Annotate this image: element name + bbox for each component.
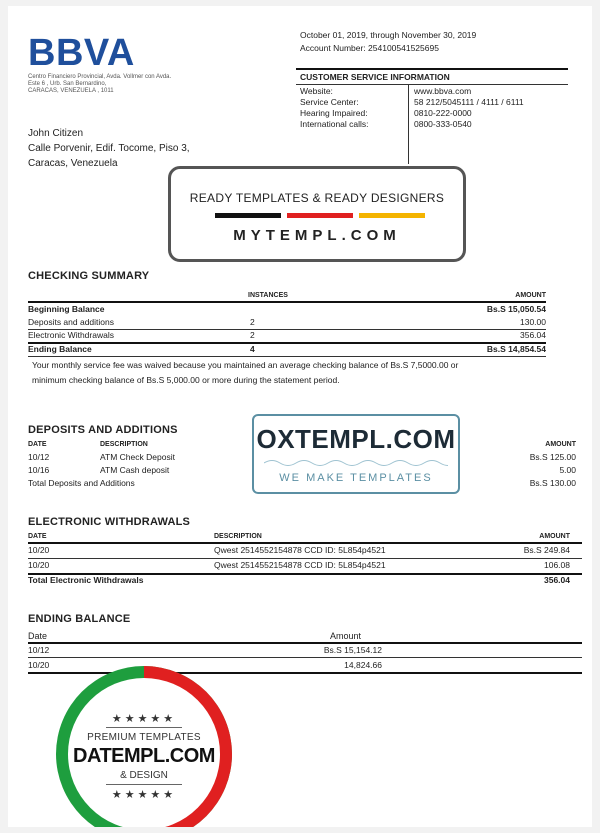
withdrawals-row-amount: Bs.S 249.84 bbox=[523, 545, 570, 555]
bank-logo: BBVA bbox=[28, 32, 135, 74]
checking-note-line: Your monthly service fee was waived because you maintained an average checking balance of Bs.S 7,5000.00 or bbox=[32, 360, 459, 370]
withdrawals-row-desc: Qwest 2514552154878 CCD ID: 5L854p4521 bbox=[214, 560, 386, 570]
withdrawals-row-date: 10/20 bbox=[28, 560, 50, 570]
checking-row-label: Beginning Balance bbox=[28, 304, 105, 314]
ending-col-date: Date bbox=[28, 631, 48, 641]
customer-block bbox=[28, 126, 190, 171]
statement-period: October 01, 2019, through November 30, 2019 bbox=[300, 30, 477, 40]
ending-col-amount: Amount bbox=[330, 631, 362, 641]
checking-total-rule bbox=[28, 342, 546, 344]
customer-address-line: Caracas, Venezuela bbox=[28, 158, 118, 169]
cs-label: Service Center: bbox=[300, 97, 359, 107]
checking-header-rule bbox=[28, 301, 546, 303]
stamp-divider-bottom bbox=[106, 784, 182, 785]
cs-hearing-impaired: 0810-222-0000 bbox=[414, 108, 472, 118]
cs-title-rule bbox=[296, 84, 568, 85]
watermark-mytempl bbox=[168, 166, 466, 262]
watermark-mytempl-title: READY TEMPLATES & READY DESIGNERS bbox=[189, 191, 445, 205]
bank-address-line: Centro Financiero Provincial, Avda. Vollmer con Avda. bbox=[28, 74, 172, 80]
withdrawals-col-amount: AMOUNT bbox=[539, 533, 570, 540]
deposits-col-desc: DESCRIPTION bbox=[100, 441, 148, 448]
cs-label: Website: bbox=[300, 86, 333, 96]
watermark-wave-icon bbox=[264, 458, 448, 468]
deposits-col-date: DATE bbox=[28, 441, 47, 448]
withdrawals-row-amount: 106.08 bbox=[544, 560, 570, 570]
stamp-divider-top bbox=[106, 727, 182, 728]
deposits-col-amount: AMOUNT bbox=[545, 441, 576, 448]
checking-row-instances: 4 bbox=[250, 344, 255, 354]
deposits-row-amount: 5.00 bbox=[559, 465, 576, 475]
cs-website[interactable]: www.bbva.com bbox=[414, 86, 472, 96]
statement-page bbox=[8, 6, 592, 827]
withdrawals-row-rule bbox=[28, 558, 582, 559]
withdrawals-title: ELECTRONIC WITHDRAWALS bbox=[28, 516, 191, 528]
cs-values bbox=[414, 86, 524, 130]
stamp-stars-top: ★★★★★ bbox=[111, 713, 177, 725]
cs-top-rule bbox=[296, 68, 568, 70]
checking-summary-title: CHECKING SUMMARY bbox=[28, 270, 150, 282]
checking-row-amount: Bs.S 14,854.54 bbox=[486, 344, 546, 354]
stamp-line1: PREMIUM TEMPLATES bbox=[87, 732, 201, 743]
withdrawals-row-date: 10/20 bbox=[28, 545, 50, 555]
deposits-total-label: Total Deposits and Additions bbox=[28, 478, 135, 488]
checking-row-instances: 2 bbox=[250, 330, 255, 340]
checking-note-line: minimum checking balance of Bs.S 5,000.00 or more during the statement period. bbox=[32, 375, 340, 385]
ending-row-amount: 14,824.66 bbox=[344, 660, 382, 670]
deposits-total-amount: Bs.S 130.00 bbox=[529, 478, 576, 488]
checking-col-instances: INSTANCES bbox=[248, 292, 288, 299]
ending-header-rule bbox=[28, 642, 582, 644]
deposits-row-date: 10/12 bbox=[28, 452, 50, 462]
cs-vertical-rule bbox=[408, 84, 409, 164]
cs-international: 0800-333-0540 bbox=[414, 119, 472, 129]
checking-row-instances: 2 bbox=[250, 317, 255, 327]
watermark-mytempl-site: MYTEMPL.COM bbox=[233, 227, 401, 244]
watermark-color-bar-yellow bbox=[359, 213, 425, 218]
cs-label: Hearing Impaired: bbox=[300, 108, 368, 118]
stamp-line3: & DESIGN bbox=[120, 770, 168, 781]
checking-bottom-rule bbox=[28, 356, 546, 357]
withdrawals-total-amount: 356.04 bbox=[544, 575, 570, 585]
withdrawals-col-date: DATE bbox=[28, 533, 47, 540]
cs-title: CUSTOMER SERVICE INFORMATION bbox=[300, 72, 450, 82]
bank-address bbox=[28, 74, 171, 95]
customer-address-line: Calle Porvenir, Edif. Tocome, Piso 3, bbox=[28, 143, 190, 154]
checking-row-amount: 130.00 bbox=[520, 317, 546, 327]
checking-col-amount: AMOUNT bbox=[515, 292, 546, 299]
deposits-row-desc: ATM Cash deposit bbox=[100, 465, 170, 475]
watermark-oxtempl-title: OXTEMPL.COM bbox=[256, 424, 456, 454]
cs-service-center: 58 212/5045111 / 4111 / 6111 bbox=[414, 97, 524, 107]
watermark-color-bar-black bbox=[215, 213, 281, 218]
withdrawals-total-label: Total Electronic Withdrawals bbox=[28, 575, 144, 585]
checking-row-label: Deposits and additions bbox=[28, 317, 115, 327]
ending-row-date: 10/12 bbox=[28, 645, 50, 655]
deposits-title: DEPOSITS AND ADDITIONS bbox=[28, 424, 178, 436]
bank-address-line: CARACAS, VENEZUELA , 1011 bbox=[28, 88, 114, 94]
ending-balance-title: ENDING BALANCE bbox=[28, 613, 131, 625]
cs-labels bbox=[300, 86, 369, 130]
watermark-oxtempl bbox=[252, 414, 460, 494]
cs-label: International calls: bbox=[300, 119, 369, 129]
deposits-row-date: 10/16 bbox=[28, 465, 50, 475]
withdrawals-header-rule bbox=[28, 542, 582, 544]
account-number: Account Number: 254100541525695 bbox=[300, 43, 439, 53]
withdrawals-col-desc: DESCRIPTION bbox=[214, 533, 262, 540]
bank-address-line: Este 6 , Urb. San Bernardino, bbox=[28, 81, 107, 87]
stamp-premium bbox=[56, 666, 232, 827]
deposits-row-amount: Bs.S 125.00 bbox=[529, 452, 576, 462]
checking-row-label: Ending Balance bbox=[28, 344, 92, 354]
ending-row-date: 10/20 bbox=[28, 660, 50, 670]
checking-row-amount: 356.04 bbox=[520, 330, 546, 340]
ending-row-amount: Bs.S 15,154.12 bbox=[323, 645, 382, 655]
checking-row-label: Electronic Withdrawals bbox=[28, 330, 114, 340]
withdrawals-row-desc: Qwest 2514552154878 CCD ID: 5L854p4521 bbox=[214, 545, 386, 555]
stamp-stars-bottom: ★★★★★ bbox=[111, 789, 177, 801]
stamp-line2: DATEMPL.COM bbox=[73, 745, 215, 767]
deposits-row-desc: ATM Check Deposit bbox=[100, 452, 175, 462]
watermark-color-bar-red bbox=[287, 213, 353, 218]
customer-name: John Citizen bbox=[28, 128, 84, 139]
ending-row-rule bbox=[28, 657, 582, 658]
checking-row-amount: Bs.S 15,050.54 bbox=[486, 304, 546, 314]
watermark-oxtempl-subtitle: WE MAKE TEMPLATES bbox=[279, 472, 433, 484]
